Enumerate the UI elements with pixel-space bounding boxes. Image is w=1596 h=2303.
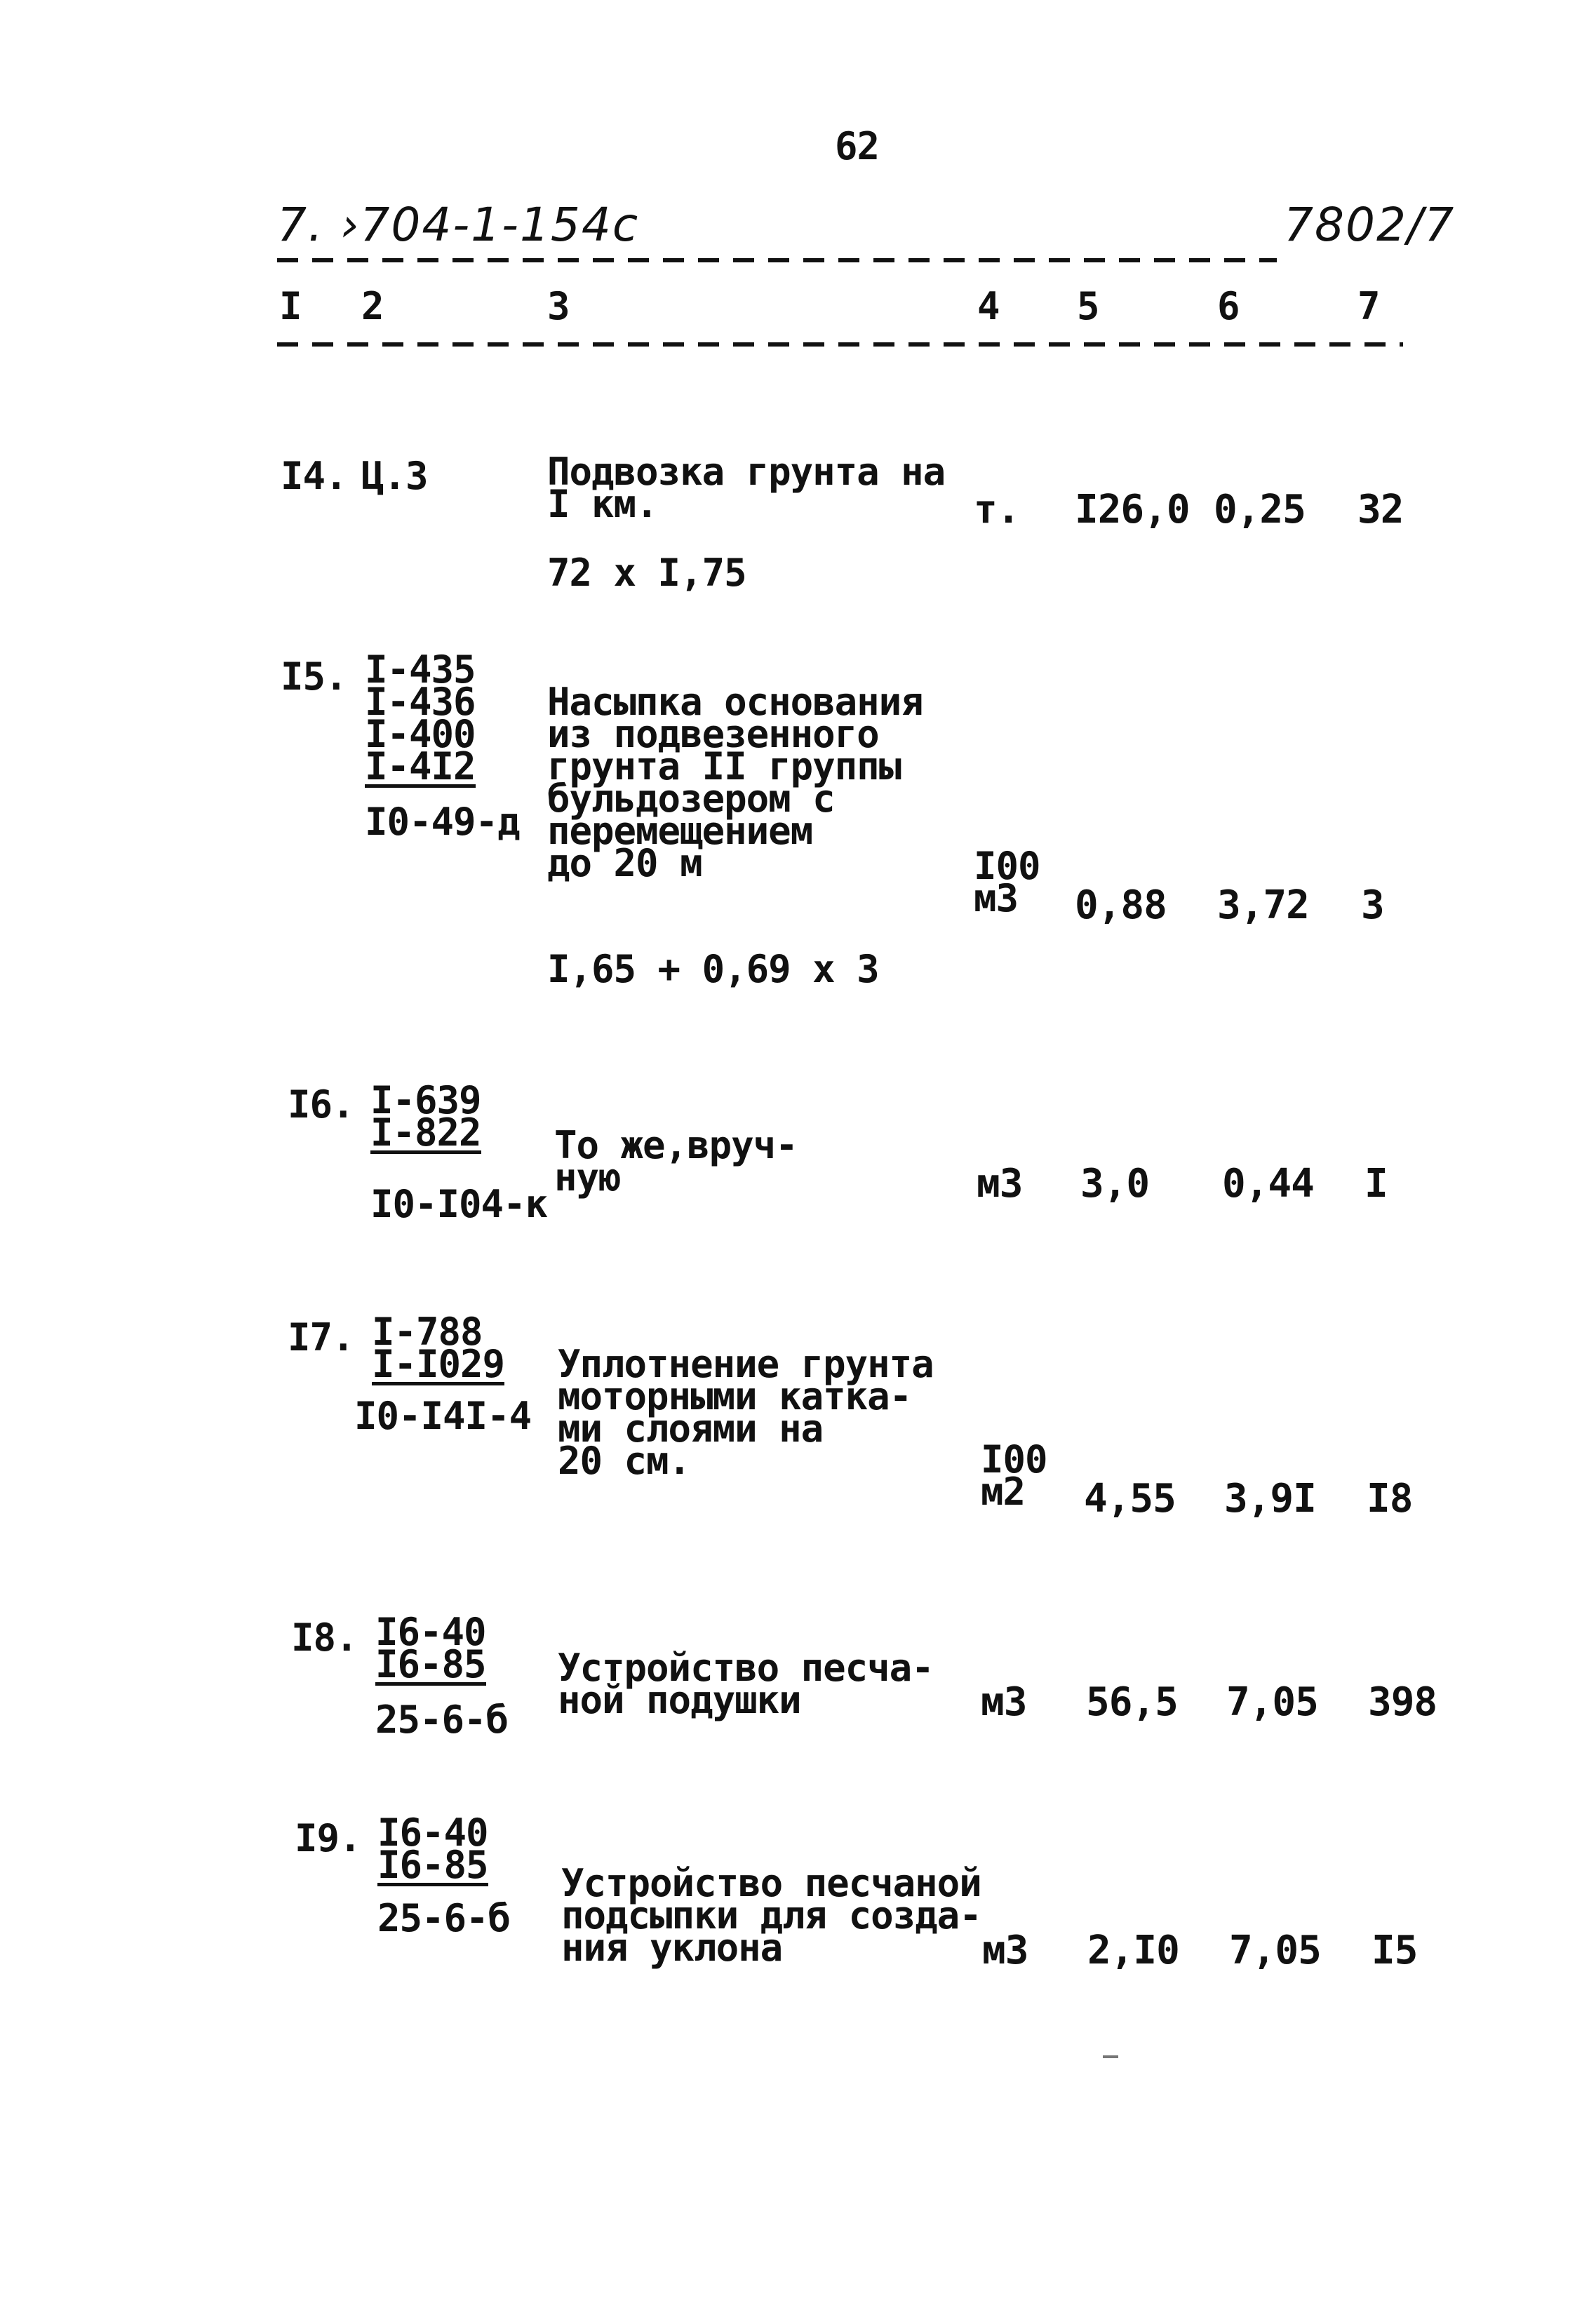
desc-line: Насыпка основания <box>547 680 923 724</box>
code-line: I6-85 <box>375 1642 486 1686</box>
col-header-6: 6 <box>1217 284 1240 328</box>
code-line: I-I029 <box>372 1342 505 1386</box>
row-unit: м3 <box>981 1679 1027 1725</box>
desc-line: Устройство песчаной <box>561 1861 981 1905</box>
page-number: 62 <box>835 124 880 168</box>
doc-code-left: 7. ›704-1-154c <box>277 198 640 252</box>
row-total: I8 <box>1367 1476 1413 1522</box>
row-description <box>547 450 946 526</box>
code-line: I-400 <box>365 712 476 756</box>
row-total: 3 <box>1361 882 1384 928</box>
col-header-1: I <box>279 284 302 328</box>
row-quantity: 0,88 <box>1075 882 1167 928</box>
code-line: I-435 <box>365 647 476 692</box>
row-description <box>554 1123 798 1200</box>
row-number: I4. <box>281 454 347 498</box>
col-header-7: 7 <box>1357 284 1380 328</box>
col-header-3: 3 <box>547 284 570 328</box>
row-number: I7. <box>288 1315 354 1359</box>
row-codes <box>372 1310 505 1386</box>
desc-line: I км. <box>547 482 658 526</box>
row-price: 3,9I <box>1224 1476 1316 1522</box>
row-calculation: I,65 + 0,69 x 3 <box>547 947 879 991</box>
row-price: 7,05 <box>1229 1928 1321 1973</box>
row-description <box>561 1861 981 1970</box>
row-code: Ц.3 <box>361 454 428 498</box>
desc-line: из подвезенного <box>547 712 879 756</box>
row-codes <box>370 1078 481 1155</box>
code-line: I-822 <box>370 1110 481 1155</box>
row-total: I5 <box>1372 1928 1418 1973</box>
row-total: I <box>1364 1161 1388 1207</box>
desc-line: Уплотнение грунта <box>558 1342 934 1386</box>
col-header-5: 5 <box>1077 284 1099 328</box>
header-rule-top <box>277 258 1277 262</box>
row-total: 398 <box>1368 1679 1437 1725</box>
row-code-sub: I0-I4I-4 <box>354 1394 532 1438</box>
code-line: I-436 <box>365 680 476 724</box>
row-unit: м3 <box>982 1928 1028 1973</box>
col-header-2: 2 <box>361 284 384 328</box>
code-line: I-788 <box>372 1310 483 1354</box>
row-quantity: 56,5 <box>1086 1679 1178 1725</box>
row-price: 3,72 <box>1217 882 1309 928</box>
unit-line: м2 <box>981 1470 1026 1514</box>
desc-line: грунта II группы <box>547 744 901 788</box>
desc-line: ную <box>554 1155 621 1200</box>
row-number: I5. <box>281 654 347 699</box>
doc-code-right: 7802/7 <box>1284 198 1456 252</box>
desc-line: Подвозка грунта на <box>547 450 946 494</box>
row-quantity: 2,I0 <box>1087 1928 1179 1973</box>
desc-line: Устройство песча- <box>558 1646 934 1690</box>
row-unit <box>981 1437 1047 1514</box>
col-header-4: 4 <box>977 284 1000 328</box>
row-description <box>558 1342 934 1483</box>
row-number: I9. <box>295 1816 361 1860</box>
row-quantity: 4,55 <box>1084 1476 1176 1522</box>
row-code-sub: I0-49-д <box>365 800 520 844</box>
row-codes <box>377 1811 488 1887</box>
row-description <box>547 680 923 885</box>
code-line: I6-40 <box>377 1811 488 1855</box>
row-unit: м3 <box>977 1161 1023 1207</box>
desc-line: перемещением <box>547 809 813 853</box>
desc-line: моторными катка- <box>558 1374 912 1418</box>
row-code-sub: 25-6-б <box>375 1698 509 1742</box>
code-line: I6-40 <box>375 1610 486 1654</box>
row-price: 0,25 <box>1214 487 1306 532</box>
code-line: I-639 <box>370 1078 481 1122</box>
desc-line: 20 см. <box>558 1439 691 1483</box>
code-line: I-4I2 <box>365 744 476 788</box>
row-code-sub: I0-I04-к <box>370 1182 548 1226</box>
desc-line: ми слоями на <box>558 1406 824 1451</box>
desc-line: ния уклона <box>561 1926 783 1970</box>
row-quantity: I26,0 <box>1075 487 1190 532</box>
row-number: I6. <box>288 1082 354 1127</box>
row-quantity: 3,0 <box>1080 1161 1150 1207</box>
scan-mark <box>1103 2055 1118 2058</box>
desc-line: ной подушки <box>558 1678 801 1722</box>
row-codes <box>365 647 476 788</box>
row-number: I8. <box>291 1616 358 1660</box>
row-description <box>558 1646 934 1722</box>
row-unit <box>974 844 1040 920</box>
row-unit: т. <box>974 487 1020 532</box>
row-price: 0,44 <box>1222 1161 1314 1207</box>
code-line: I6-85 <box>377 1843 488 1887</box>
header-rule-bottom <box>277 342 1403 347</box>
row-calculation: 72 x I,75 <box>547 551 746 595</box>
desc-line: бульдозером с <box>547 777 835 821</box>
unit-line: I00 <box>981 1437 1047 1482</box>
row-codes <box>375 1610 486 1686</box>
desc-line: до 20 м <box>547 841 702 885</box>
row-price: 7,05 <box>1226 1679 1318 1725</box>
desc-line: То же,вруч- <box>554 1123 798 1167</box>
row-total: 32 <box>1357 487 1404 532</box>
desc-line: подсыпки для созда- <box>561 1893 981 1938</box>
unit-line: I00 <box>974 844 1040 888</box>
row-code-sub: 25-6-б <box>377 1896 511 1940</box>
unit-line: м3 <box>974 876 1019 920</box>
